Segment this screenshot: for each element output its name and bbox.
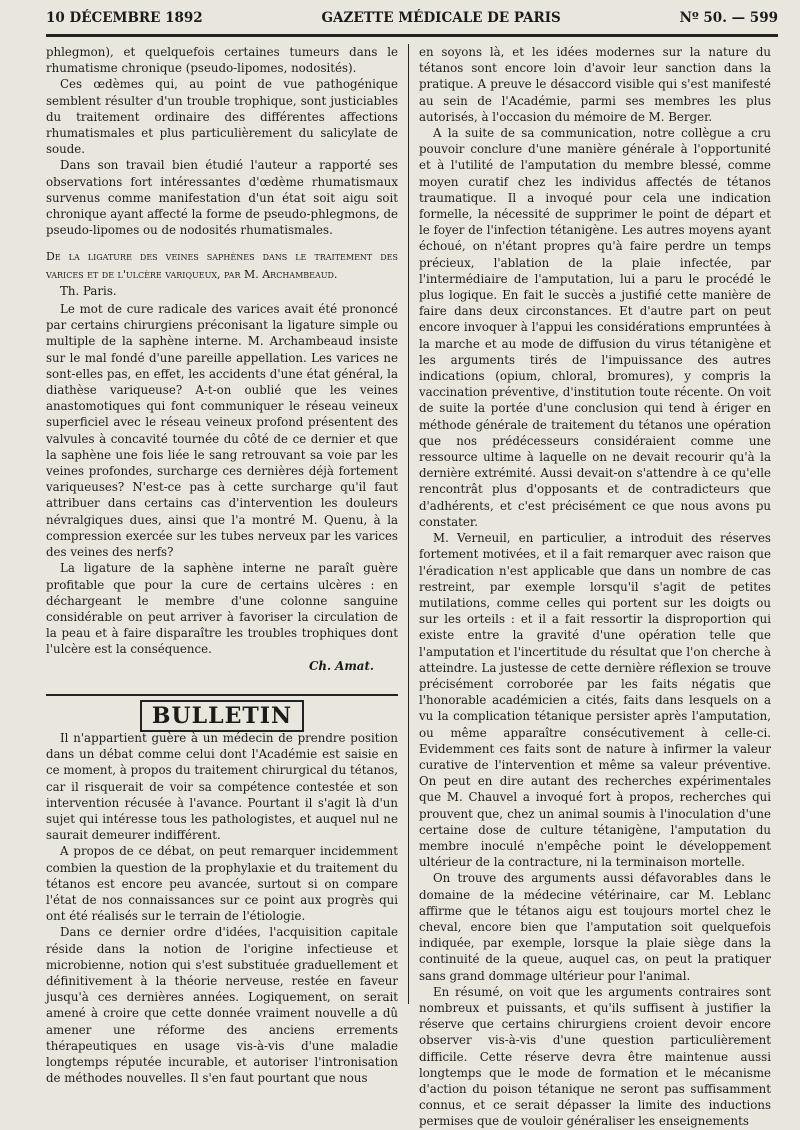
right-column bbox=[419, 44, 771, 1130]
paragraph: On trouve des arguments aussi défavorables dans le domaine de la médecine vétérinaire, car M. Leblanc affirme que le tétanos aigu est toujours mortel chez le cheval, encore bien que l'amputation soit quelquefois indiquée, par exemple, lorsque la plaie siège dans la continuité de la queue, auquel cas, on peut la pratiquer sans grand dommage ultérieur pour l'animal. bbox=[419, 871, 771, 983]
issue-date: 10 DÉCEMBRE 1892 bbox=[46, 10, 203, 26]
left-column bbox=[46, 44, 398, 1130]
page-header bbox=[46, 10, 778, 32]
paragraph: A propos de ce débat, on peut remarquer incidemment combien la question de la prophylaxie et du traitement du tétanos est encore peu avancée, surtout si on compare l'état de nos connaissances sur ce point aux progrès qui ont été réalisés sur le terrain de l'étiologie. bbox=[46, 844, 398, 924]
column-divider bbox=[408, 44, 409, 1004]
section-heading bbox=[46, 248, 398, 282]
paragraph: phlegmon), et quelquefois certaines tumeurs dans le rhumatisme chronique (pseudo-lipomes, nodosités). bbox=[46, 45, 398, 76]
paragraph: M. Verneuil, en particulier, a introduit des réserves fortement motivées, et il a fait remarquer avec raison que l'éradication n'est applicable que dans un nombre de cas restreint, par exemple lorsqu'il s'agit de petites mutilations, comme celles qui portent sur les doigts ou sur les orteils : et il a fait ressortir la disproportion qui existe entre la gravité d'une opération telle que l'amputation et l'incertitude du résultat que l'on cherche à atteindre. La justesse de cette dernière réflexion se trouve précisément corroborée par les faits négatis que l'honorable académicien a cités, faits dans lesquels on a vu la complication tétanique persister après l'amputation, ou même apparaître consécutivement à celle-ci. Evidemment ces faits sont de nature à infirmer la valeur curative de l'intervention et même sa valeur préventive. On peut en dire autant des recherches expérimentales que M. Chauvel a invoqué fort à propos, recherches qui prouvent que, chez un animal soumis à l'inoculation d'une certaine dose de culture tétanigène, l'amputation du membre inoculé n'empêche point le développement ultérieur de la contracture, ni la terminaison mortelle. bbox=[419, 531, 771, 870]
paragraph: Dans ce dernier ordre d'idées, l'acquisition capitale réside dans la notion de l'origine infectieuse et microbienne, notion qui s'est substituée graduellement et définitivement à la théorie nerveuse, restée en faveur jusqu'à ces dernières années. Logiquement, on serait amené à croire que cette donnée vraiment nouvelle a dû amener une réforme des anciens errements thérapeutiques en usage vis-à-vis d'une maladie longtemps réputée incurable, et autoriser l'intronisation de méthodes nouvelles. Il s'en faut pourtant que nous bbox=[46, 925, 398, 1086]
paragraph: Le mot de cure radicale des varices avait été prononcé par certains chirurgiens préconisant la ligature simple ou multiple de la saphène interne. M. Archambeaud insiste sur le mal fondé d'une pareille appellation. Les varices ne sont-elles pas, en effet, les accidents d'une état général, la diathèse variqueuse? A-t-on oublié que les veines anastomotiques qui font communiquer le réseau veineux superficiel avec le réseau veineux profond présentent des valvules à concavité tournée du côté de ce dernier et que la saphène une fois liée le sang retrouvant sa voie par les veines profondes, surcharge ces dernières déjà fortement variqueuses? N'est-ce pas à cette surcharge qu'il faut attribuer dans certains cas d'intervention les douleurs névralgiques dues, ainsi que l'a montré M. Quenu, à la compression exercée sur les tubes nerveux par les varices des veines des nerfs? bbox=[46, 302, 398, 560]
section-rule bbox=[46, 694, 398, 696]
page-number: Nº 50. — 599 bbox=[679, 10, 778, 26]
bulletin-title: BULLETIN bbox=[140, 700, 304, 732]
paragraph: En résumé, on voit que les arguments contraires sont nombreux et puissants, et qu'ils suffisent à justifier la réserve que certains chirurgiens croient devoir encore observer vis-à-vis d'une question particulièrement difficile. Cette réserve devra être maintenue aussi longtemps que le mode de formation et le mécanisme d'action du poison tétanique ne seront pas suffisamment connus, et ce serait dépasser la limite des inductions permises que de vouloir généraliser les enseignements bbox=[419, 984, 771, 1129]
paragraph: Ces œdèmes qui, au point de vue pathogénique semblent résulter d'un trouble trophique, sont justiciables du traitement ordinaire des différentes affections rhumatismales et plus particulièrement du salicylate de soude. bbox=[46, 77, 398, 157]
paragraph: Il n'appartient guère à un médecin de prendre position dans un débat comme celui dont l'Académie est saisie en ce moment, à propos du traitement chirurgical du tétanos, car il risquerait de voir sa compétence contestée et son intervention récusée à l'avance. Pourtant il s'agit là d'un sujet qui intéresse tous les pathologistes, et auquel nul ne saurait demeurer indifférent. bbox=[46, 730, 398, 843]
text-columns bbox=[46, 44, 778, 1130]
bulletin-heading bbox=[46, 702, 398, 729]
paragraph: La ligature de la saphène interne ne paraît guère profitable que pour la cure de certains ulcères : en déchargeant le membre d'une colonne sanguine considérable on peut arriver à favoriser la circulation de la peau et à faire disparaître les troubles trophiques dont l'ulcère est la conséquence. bbox=[46, 561, 398, 657]
paragraph: A la suite de sa communication, notre collègue a cru pouvoir conclure d'une manière générale à l'opportunité et à l'utilité de l'amputation du membre blessé, comme moyen curatif chez les individus affectés de tétanos traumatique. Il a invoqué pour cela une indication formelle, la nécessité de supprimer le point de départ et le foyer de l'infection tétanigène. Les autres moyens ayant échoué, on n'étant propres qu'à faire perdre un temps précieux, l'ablation de la plaie infectée, par l'intermédiaire de l'amputation, lui a paru le procédé le plus logique. En fait le succès a justifié cette manière de faire dans deux circonstances. Et d'autre part on peut encore invoquer à l'appui les considérations empruntées à la marche et au mode de diffusion du virus tétanigène et les arguments tirés de l'impuissance des autres indications (opium, chloral, bromures), y compris la vaccination préventive, d'institution toute récente. On voit de suite la portée d'une conclusion qui tend à ériger en méthode générale de traitement du tétanos une opération que nos prédécesseurs considéraient comme une ressource ultime à laquelle on ne devait recourir qu'à la dernière extrémité. Aussi devait-on s'attendre à ce qu'elle rencontrât plus d'opposants et de contradicteurs que d'adhérents, et c'est précisément ce que nous avons pu constater. bbox=[419, 126, 771, 529]
paragraph: Dans son travail bien étudié l'auteur a rapporté ses observations fort intéressantes d'œdème rhumatismaux survenus comme manifestation d'un état soit aigu soit chronique ayant affecté la forme de pseudo-phlegmons, de pseudo-lipomes ou de nodosités rhumatismales. bbox=[46, 158, 398, 238]
section-title: De la ligature des veines saphènes dans le traitement des varices et de l'ulcère variqueux, par M. Archambeaud. bbox=[46, 250, 398, 281]
section-thesis: Th. Paris. bbox=[60, 283, 117, 298]
journal-title: GAZETTE MÉDICALE DE PARIS bbox=[321, 10, 561, 26]
header-rule bbox=[46, 34, 778, 37]
paragraph: en soyons là, et les idées modernes sur la nature du tétanos sont encore loin d'avoir leur sanction dans la pratique. A preuve le désaccord visible qui s'est manifesté au sein de l'Académie, parmi ses membres les plus autorisés, à l'occasion du mémoire de M. Berger. bbox=[419, 45, 771, 124]
author-signature: Ch. Amat. bbox=[308, 658, 374, 673]
